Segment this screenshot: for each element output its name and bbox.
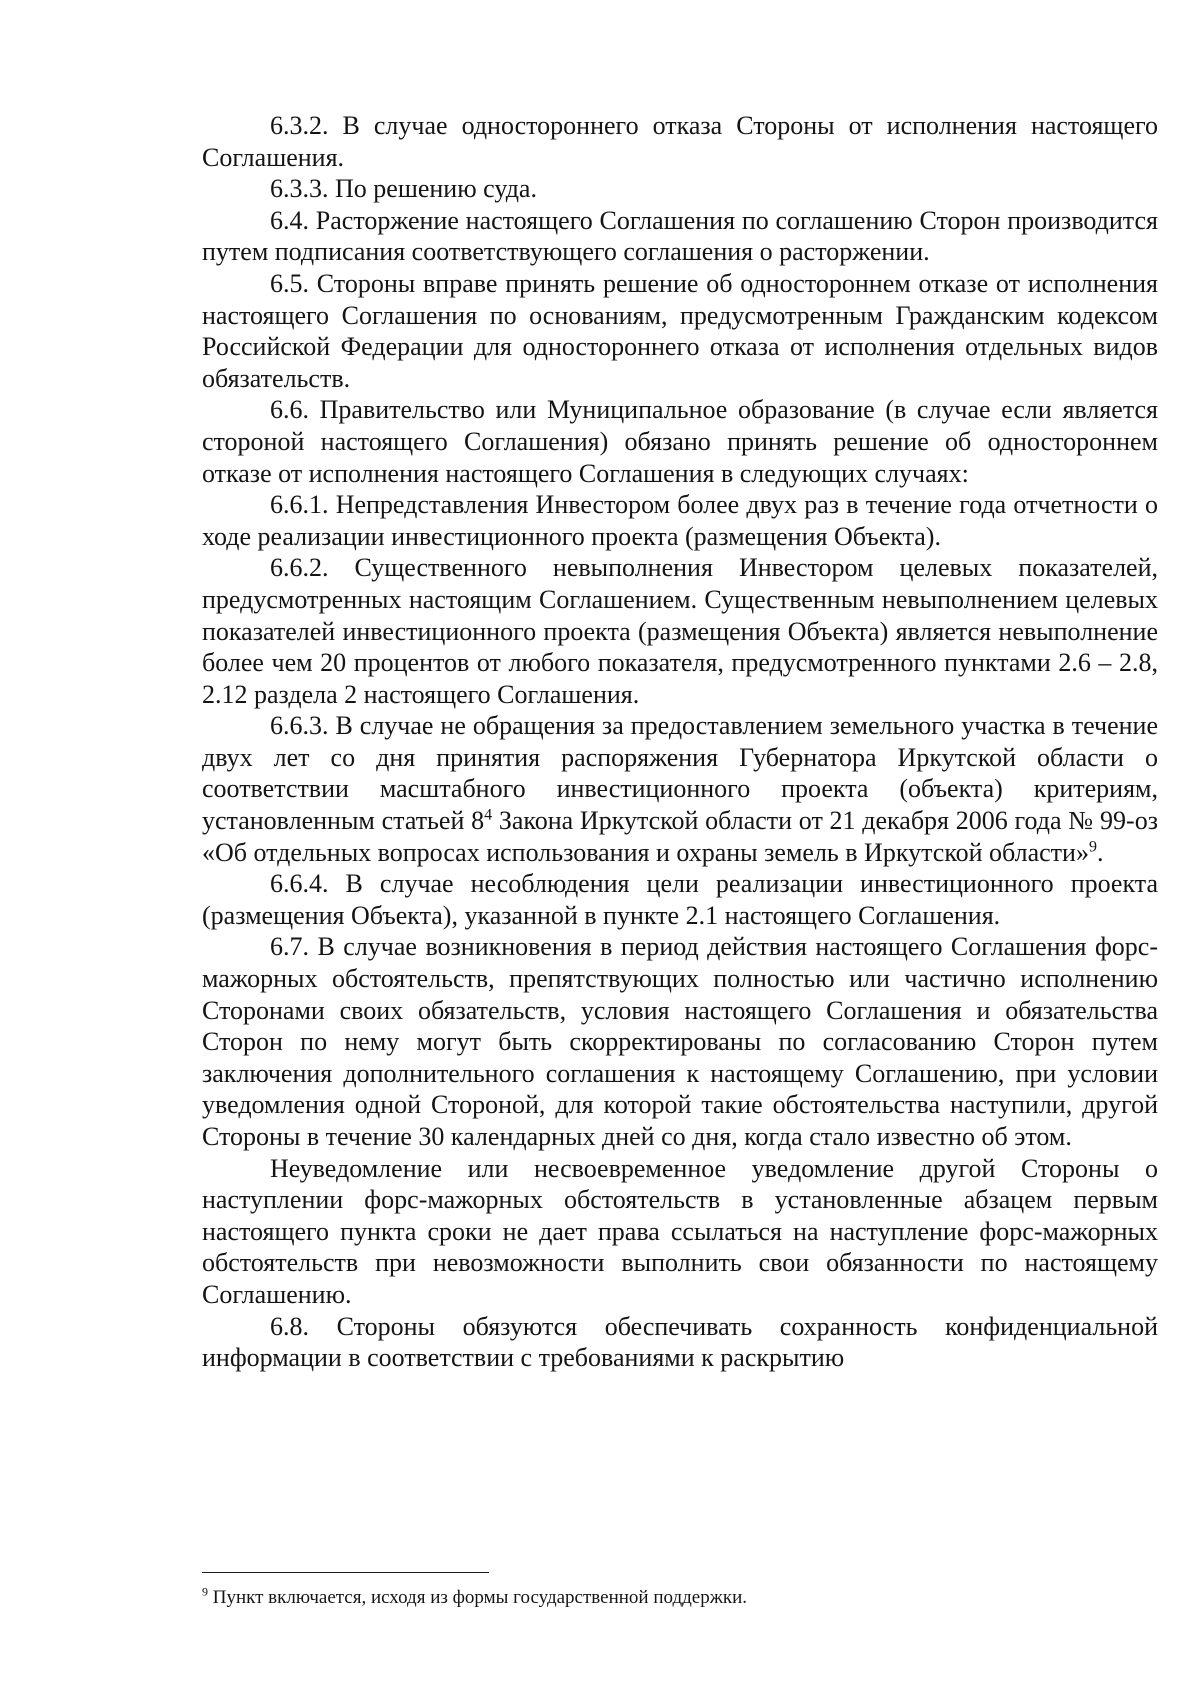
clause-6-7-second-paragraph: Неуведомление или несвоевременное уведомление другой Стороны о наступлении форс-мажорных обстоятельств в установленные абзацем первым настоящего пункта сроки не дает права ссылаться на наступление форс-мажорных обстоятельств при невозможности выполнить свои обязанности по настоящему Соглашению. bbox=[202, 1153, 1158, 1309]
footnote-separator bbox=[202, 1572, 489, 1573]
clause-6-6-1: 6.6.1. Непредставления Инвестором более двух раз в течение года отчетности о ходе реализации инвестиционного проекта (размещения Объекта). bbox=[202, 490, 1158, 551]
clause-6-6-2: 6.6.2. Существенного невыполнения Инвестором целевых показателей, предусмотренных настоящим Соглашением. Существенным невыполнением целевых показателей инвестиционного проекта (размещения Объекта) является невыполнение более чем 20 процентов от любого показателя, предусмотренного пунктами 2.6 – 2.8, 2.12 раздела 2 настоящего Соглашения. bbox=[202, 553, 1158, 709]
clause-6-6-4: 6.6.4. В случае несоблюдения цели реализации инвестиционного проекта (размещения Объекта), указанной в пункте 2.1 настоящего Соглашения. bbox=[202, 869, 1158, 930]
footnote bbox=[202, 1586, 1158, 1610]
clause-6-6-3-period: . bbox=[1096, 837, 1104, 867]
clause-6-3-3: 6.3.3. По решению суда. bbox=[270, 174, 537, 204]
footnote-reference[interactable]: 9 bbox=[1088, 838, 1097, 855]
clause-6-6-3 bbox=[202, 710, 1158, 868]
footnote-text: Пункт включается, исходя из формы государственной поддержки. bbox=[208, 1587, 748, 1608]
clause-6-4: 6.4. Расторжение настоящего Соглашения по соглашению Сторон производится путем подписания соответствующего соглашения о расторжении. bbox=[202, 205, 1158, 267]
article-superscript: 4 bbox=[484, 806, 493, 824]
document-body bbox=[202, 110, 1158, 1374]
clause-6-3-2: 6.3.2. В случае одностороннего отказа Стороны от исполнения настоящего Соглашения. bbox=[202, 111, 1158, 172]
clause-6-7: 6.7. В случае возникновения в период действия настоящего Соглашения форс-мажорных обстоятельств, препятствующих полностью или частично исполнению Сторонами своих обязательств, условия настоящего Соглашения и обязательства Сторон по нему могут быть скорректированы по согласованию Сторон путем заключения дополнительного соглашения к настоящему Соглашению, при условии уведомления одной Стороной, для которой такие обстоятельства наступили, другой Стороны в течение 30 календарных дней со дня, когда стало известно об этом. bbox=[202, 932, 1158, 1151]
clause-6-8: 6.8. Стороны обязуются обеспечивать сохранность конфиденциальной информации в соответствии с требованиями к раскрытию bbox=[202, 1311, 1158, 1373]
footnote-mark: 9 bbox=[202, 1584, 208, 1599]
clause-6-6: 6.6. Правительство или Муниципальное образование (в случае если является стороной настоящего Соглашения) обязано принять решение об одностороннем отказе от исполнения настоящего Соглашения в следующих случаях: bbox=[202, 395, 1158, 488]
clause-6-6-3-text-start: 6.6.3. В случае не обращения за предоставлением земельного участка в течение двух лет со дня принятия распоряжения Губернатора Иркутской области о соответствии масштабного инвестиционного проекта (объекта) критериям, установленным статьей 8 bbox=[202, 711, 1158, 836]
clause-6-6-3-text-end: Закона Иркутской области от 21 декабря 2006 года № 99-оз «Об отдельных вопросах использования и охраны земель в Иркутской области» bbox=[202, 806, 1158, 867]
clause-6-5: 6.5. Стороны вправе принять решение об одностороннем отказе от исполнения настоящего Соглашения по основаниям, предусмотренным Гражданским кодексом Российской Федерации для одностороннего отказа от исполнения отдельных видов обязательств. bbox=[202, 268, 1158, 393]
